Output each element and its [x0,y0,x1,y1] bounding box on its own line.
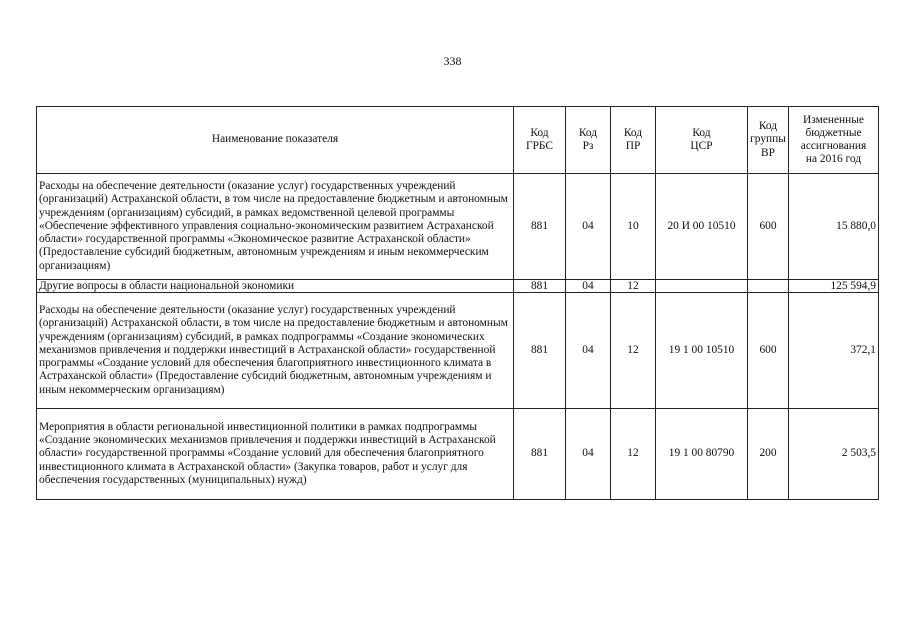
cell-csr: 19 1 00 80790 [656,409,748,500]
cell-amount: 15 880,0 [789,174,879,280]
cell-amount: 2 503,5 [789,409,879,500]
table-row [37,293,879,409]
cell-name: Мероприятия в области региональной инвестиционной политики в рамках подпрограммы «Создание экономических механизмов привлечения и поддержки инвестиций в Астраханской области» государственной программы «Создание условий для обеспечения благоприятного инвестиционного климата в Астраханской области» (Закупка товаров, работ и услуг для обеспечения государственных (муниципальных) нужд) [37,409,514,500]
cell-vr [748,280,789,293]
header-csr: Код ЦСР [656,107,748,174]
cell-grbs: 881 [514,174,566,280]
cell-amount: 372,1 [789,293,879,409]
cell-vr: 200 [748,409,789,500]
cell-csr: 20 И 00 10510 [656,174,748,280]
cell-rz: 04 [566,293,611,409]
cell-pr: 12 [611,409,656,500]
cell-rz: 04 [566,280,611,293]
cell-grbs: 881 [514,409,566,500]
cell-csr: 19 1 00 10510 [656,293,748,409]
table-header-row [37,107,879,174]
header-amount: Измененные бюджетные ассигнования на 2016 год [789,107,879,174]
header-vr: Код группы ВР [748,107,789,174]
cell-csr [656,280,748,293]
cell-name: Расходы на обеспечение деятельности (оказание услуг) государственных учреждений (организаций) Астраханской области, в том числе на предоставление бюджетным и автономным учреждениям (организациям) субсидий, в рамках подпрограммы «Создание экономических механизмов привлечения и поддержки инвестиций в Астраханской области» государственной программы «Создание условий для обеспечения благоприятного инвестиционного климата в Астраханской области» (Предоставление субсидий бюджетным, автономным учреждениям и иным некоммерческим организациям) [37,293,514,409]
cell-grbs: 881 [514,280,566,293]
header-name: Наименование показателя [37,107,514,174]
table-row [37,174,879,280]
cell-vr: 600 [748,174,789,280]
header-pr: Код ПР [611,107,656,174]
cell-pr: 12 [611,293,656,409]
cell-name: Другие вопросы в области национальной экономики [37,280,514,293]
budget-table [36,106,879,500]
table-row [37,409,879,500]
cell-grbs: 881 [514,293,566,409]
cell-amount: 125 594,9 [789,280,879,293]
header-grbs: Код ГРБС [514,107,566,174]
table-row [37,280,879,293]
cell-vr: 600 [748,293,789,409]
header-rz: Код Рз [566,107,611,174]
page-number: 338 [443,54,462,68]
cell-rz: 04 [566,409,611,500]
cell-pr: 10 [611,174,656,280]
cell-pr: 12 [611,280,656,293]
cell-rz: 04 [566,174,611,280]
cell-name: Расходы на обеспечение деятельности (оказание услуг) государственных учреждений (организаций) Астраханской области, в том числе на предоставление бюджетным и автономным учреждениям (организациям) субсидий, в рамках ведомственной целевой программы «Обеспечение эффективного управления социально-экономическим развитием Астраханской области» государственной программы «Экономическое развитие Астраханской области» (Предоставление субсидий бюджетным, автономным учреждениям и иным некоммерческим организациям) [37,174,514,280]
